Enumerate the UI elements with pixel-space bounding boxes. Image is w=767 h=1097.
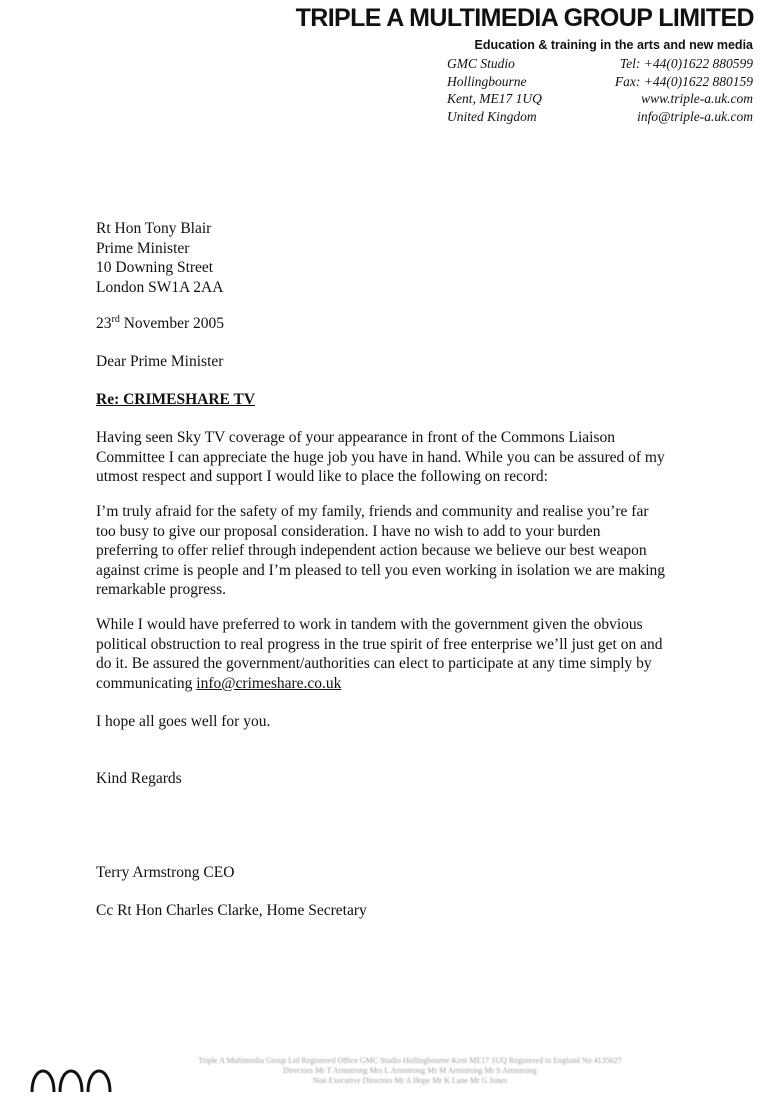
date-day: 23 [96,315,112,332]
address-line: Kent, ME17 1UQ [447,91,542,106]
contact-email: info@triple-a.uk.com [637,108,753,124]
telephone-number: Tel: +44(0)1622 880599 [619,56,753,71]
date-month-year: November 2005 [119,315,225,332]
cc-line: Cc Rt Hon Charles Clarke, Home Secretary [96,902,367,919]
company-name: TRIPLE A MULTIMEDIA GROUP LIMITED [295,4,754,32]
fax-number: Fax: +44(0)1622 880159 [614,73,753,89]
company-address [447,55,542,125]
letter-date [96,314,224,334]
recipient-line: 10 Downing Street [96,259,214,276]
subject-line: Re: CRIMESHARE TV [96,391,256,408]
recipient-line: London SW1A 2AA [96,278,224,296]
footer-line: Directors Mr T Armstrong Mrs L Armstrong Mr M Armstrong Mr S Armstrong [283,1066,537,1075]
address-line: GMC Studio [447,56,515,71]
date-suffix: rd [111,314,120,325]
recipient-address [96,219,223,297]
footer-registration-text [150,1056,670,1086]
paragraph-2: I’m truly afraid for the safety of my family, friends and community and realise you’re far too busy to give our proposal consideration. I have no wish to add to your burden preferring to offer relief through independent action because we believe our best weapon against crime is people and I’m pleased to tell you even working in isolation we are making remarkable progress. [96,503,666,598]
website: www.triple-a.uk.com [641,91,753,106]
company-tagline: Education & training in the arts and new media [474,38,753,52]
salutation: Dear Prime Minister [96,353,224,370]
triple-arch-logo-icon [28,1058,120,1097]
footer-line: Triple A Multimedia Group Ltd Registered Office GMC Studio Hollingbourne Kent ME17 1UQ Registered in England No 4135627 [198,1056,622,1065]
crimeshare-email-link[interactable]: info@crimeshare.co.uk [196,674,342,692]
closing: Kind Regards [96,770,182,787]
address-line: United Kingdom [447,108,537,124]
footer-line: Non Executive Directors Mr A Hope Mr K Lane Mr G Jones [312,1076,508,1085]
recipient-line: Prime Minister [96,239,190,257]
recipient-line: Rt Hon Tony Blair [96,220,212,237]
signature: Terry Armstrong CEO [96,864,235,881]
paragraph-4: I hope all goes well for you. [96,713,271,730]
paragraph-1: Having seen Sky TV coverage of your appearance in front of the Commons Liaison Committee I can appreciate the huge job you have in hand. While you can be assured of my utmost respect and support I would like to place the following on record: [96,429,665,485]
company-contact [615,55,753,125]
paragraph-3 [96,615,666,693]
address-line: Hollingbourne [447,73,527,89]
paragraph-3-text: While I would have preferred to work in tandem with the government given the obvious political obstruction to real progress in the true spirit of free enterprise we’ll just get on and do it. Be assured the government/authorities can elect to participate at any time simply by communicating [96,616,663,692]
